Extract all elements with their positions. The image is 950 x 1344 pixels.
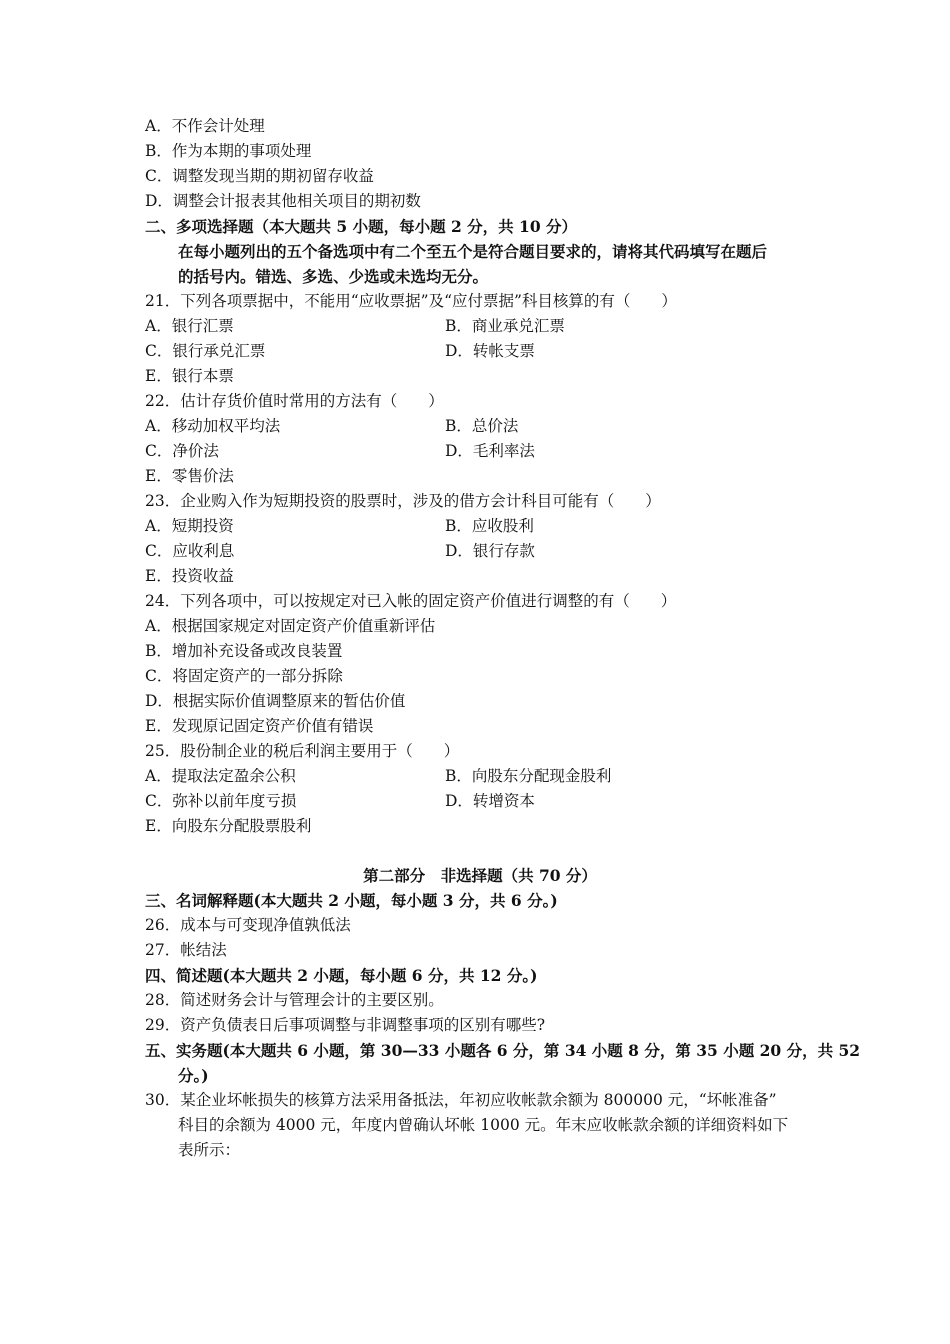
section2-heading: 二、多项选择题（本大题共 5 小题，每小题 2 分，共 10 分） [145,217,578,236]
q22-options-row2 [145,439,815,464]
q24-option-d: D．根据实际价值调整原来的暂估价值 [145,692,406,710]
section5-heading-1: 五、实务题(本大题共 6 小题，第 30—33 小题各 6 分，第 34 小题 8 分，第 35 小题 20 分，共 52 [145,1041,861,1060]
prev-option-a: A．不作会计处理 [145,117,265,135]
q21-option-a: A．银行汇票 [145,317,234,335]
q21-stem: 21．下列各项票据中，不能用“应收票据”及“应付票据”科目核算的有（ ） [145,292,677,310]
q24-option-a: A．根据国家规定对固定资产价值重新评估 [145,617,436,635]
section5-heading-2: 分。) [178,1066,209,1085]
section3-heading: 三、名词解释题(本大题共 2 小题，每小题 3 分，共 6 分。) [145,891,558,910]
q25-option-c: C．弥补以前年度亏损 [145,792,297,810]
q26: 26．成本与可变现净值孰低法 [145,916,351,934]
q23-option-d: D．银行存款 [445,542,535,560]
q21-option-c: C．银行承兑汇票 [145,342,266,360]
q21-option-d: D．转帐支票 [445,342,535,360]
q22-option-e: E．零售价法 [145,467,234,485]
q22-stem: 22．估计存货价值时常用的方法有（ ） [145,392,444,410]
q24-option-e: E．发现原记固定资产价值有错误 [145,717,374,735]
q27: 27．帐结法 [145,941,227,959]
q25-option-b: B．向股东分配现金股利 [445,767,612,785]
q21-option-b: B．商业承兑汇票 [445,317,565,335]
prev-option-b: B．作为本期的事项处理 [145,142,312,160]
q21-options-row2 [145,339,815,364]
q23-options-row2 [145,539,815,564]
prev-option-c: C．调整发现当期的期初留存收益 [145,167,374,185]
q21-options-row1 [145,314,815,339]
prev-option-d: D．调整会计报表其他相关项目的期初数 [145,192,421,210]
q22-option-d: D．毛利率法 [445,442,535,460]
q25-options-row2 [145,789,815,814]
q25-option-d: D．转增资本 [445,792,535,810]
q22-option-b: B．总价法 [445,417,519,435]
q23-option-a: A．短期投资 [145,517,234,535]
q22-options-row1 [145,414,815,439]
spacer [145,839,815,863]
q29: 29．资产负债表日后事项调整与非调整事项的区别有哪些? [145,1016,546,1034]
q30-line-3: 表所示： [178,1141,241,1159]
q23-option-e: E．投资收益 [145,567,234,585]
q30-line-1: 30．某企业坏帐损失的核算方法采用备抵法，年初应收帐款余额为 800000 元，“坏帐准备” [145,1091,777,1109]
q24-option-b: B．增加补充设备或改良装置 [145,642,343,660]
section4-heading: 四、简述题(本大题共 2 小题，每小题 6 分，共 12 分。) [145,966,538,985]
q25-stem: 25．股份制企业的税后利润主要用于（ ） [145,742,460,760]
q30-line-2: 科目的余额为 4000 元，年度内曾确认坏帐 1000 元。年末应收帐款余额的详细资料如下 [178,1116,789,1134]
q22-option-a: A．移动加权平均法 [145,417,281,435]
q23-options-row1 [145,514,815,539]
q28: 28．简述财务会计与管理会计的主要区别。 [145,991,444,1009]
q23-stem: 23．企业购入作为短期投资的股票时，涉及的借方会计科目可能有（ ） [145,492,661,510]
q23-option-c: C．应收利息 [145,542,235,560]
q25-option-a: A．提取法定盈余公积 [145,767,296,785]
section2-instructions-1: 在每小题列出的五个备选项中有二个至五个是符合题目要求的，请将其代码填写在题后 [178,242,768,261]
q22-option-c: C．净价法 [145,442,219,460]
q25-options-row1 [145,764,815,789]
q25-option-e: E．向股东分配股票股利 [145,817,312,835]
section2-instructions-2: 的括号内。错选、多选、少选或未选均无分。 [178,267,489,286]
q21-option-e: E．银行本票 [145,367,234,385]
q24-stem: 24．下列各项中，可以按规定对已入帐的固定资产价值进行调整的有（ ） [145,592,677,610]
q24-option-c: C．将固定资产的一部分拆除 [145,667,343,685]
exam-page [145,114,861,1163]
part2-title: 第二部分 非选择题（共 70 分） [363,866,597,885]
q23-option-b: B．应收股利 [445,517,534,535]
